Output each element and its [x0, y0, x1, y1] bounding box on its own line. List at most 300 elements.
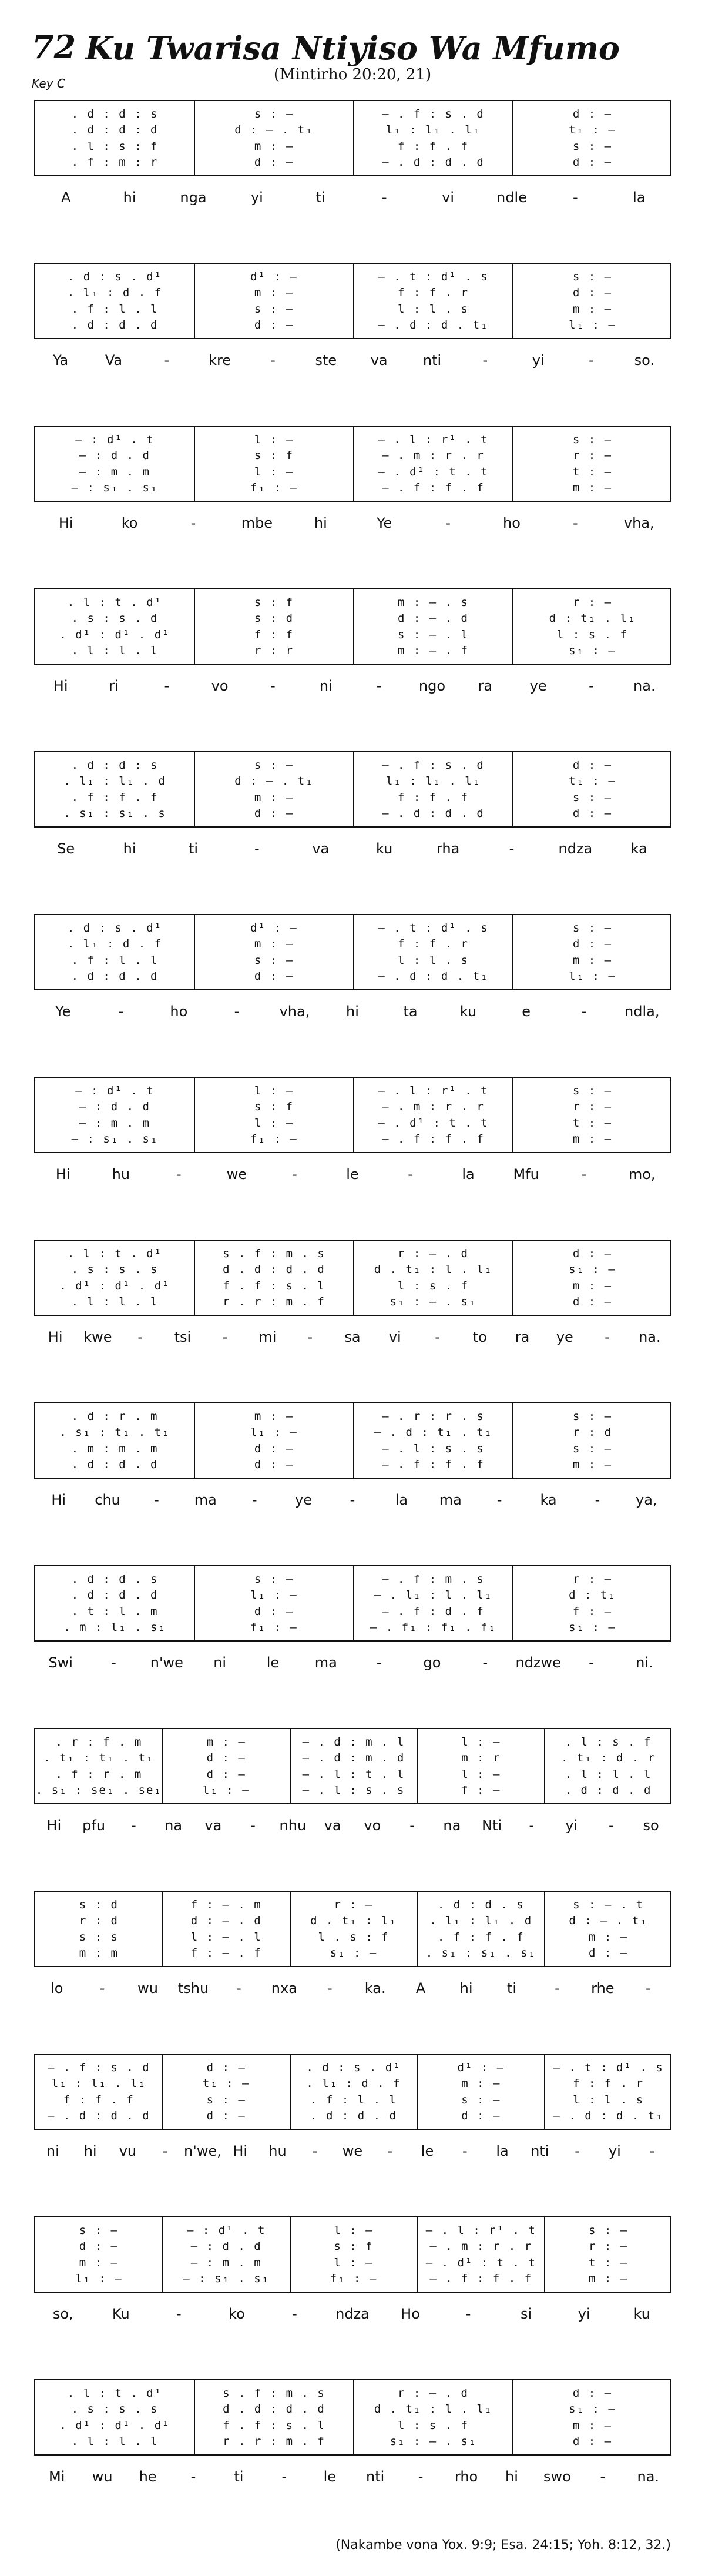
voice-line: – . d : d . t₁	[378, 318, 489, 331]
lyric-syllable: swo	[543, 2468, 571, 2485]
voice-line: m : r	[461, 1751, 501, 1765]
voice-line: . l₁ : l₁ . d	[63, 775, 166, 788]
voice-line: m : —	[572, 1279, 613, 1292]
lyric-syllable: -	[482, 1654, 488, 1671]
lyric-syllable: wu	[92, 2468, 113, 2485]
voice-line: r . r : m . f	[223, 2434, 325, 2448]
lyric-syllable: so.	[634, 352, 655, 369]
voice-line: l : s . f	[398, 2418, 469, 2432]
measure	[194, 915, 354, 989]
lyric-syllable: na.	[633, 678, 656, 694]
measure	[194, 1078, 354, 1152]
voice-line: t₁ : —	[569, 775, 616, 788]
voice-line: s : f	[254, 1100, 294, 1114]
voice-line: m : —	[461, 2077, 501, 2091]
voice-line: l : —	[461, 1767, 501, 1781]
barline	[162, 2055, 163, 2129]
voice-line: – . f : f . f	[382, 481, 485, 494]
lyric-syllable: yi	[578, 2306, 590, 2322]
voice-line: s₁ : —	[569, 1620, 616, 1634]
lyric-syllable: ti	[234, 2468, 244, 2485]
voice-line: – . f : f . f	[429, 2272, 533, 2285]
barline	[194, 752, 195, 826]
lyric-syllable: ra	[478, 678, 493, 694]
voice-line: l : l . s	[398, 953, 469, 967]
measure	[35, 1078, 194, 1152]
voice-line: s : —	[254, 759, 294, 772]
lyric-syllable: ka	[630, 840, 647, 857]
lyric-syllable: A	[415, 1980, 426, 1997]
barline	[353, 915, 354, 989]
barline	[512, 1078, 513, 1152]
voice-line: . d : d : s	[71, 759, 159, 772]
lyric-syllable: hi	[346, 1003, 359, 1020]
measure	[513, 1241, 672, 1315]
voice-line: . d : r . m	[71, 1410, 159, 1423]
measure	[354, 2380, 513, 2454]
voice-line: s : —	[572, 922, 613, 935]
lyric-syllable: le	[266, 1654, 280, 1671]
lyric-syllable: -	[595, 1492, 600, 1508]
voice-line: d : —	[572, 937, 613, 951]
measure	[354, 915, 513, 989]
voice-line: – . f : f . f	[382, 1132, 485, 1145]
lyric-syllable: Ye	[377, 515, 392, 531]
voice-line: f : f . r	[398, 286, 469, 300]
music-system	[34, 426, 671, 502]
lyric-syllable: ni	[319, 678, 333, 694]
voice-line: l₁ : —	[569, 318, 616, 331]
voice-line: r . r : m . f	[223, 1295, 325, 1308]
measure	[35, 1729, 163, 1803]
lyric-syllable: hi	[459, 1980, 473, 1997]
barline	[417, 1729, 418, 1803]
lyric-syllable: mo,	[628, 1166, 656, 1183]
lyric-syllable: vi	[388, 1329, 401, 1345]
measure	[290, 1892, 418, 1966]
voice-line: – . d¹ : t . t	[378, 1116, 489, 1130]
voice-line: m : —	[572, 1458, 613, 1471]
measure	[35, 1892, 163, 1966]
lyric-syllable: ra	[515, 1329, 530, 1345]
lyric-syllable: nti	[531, 2143, 549, 2159]
lyric-syllable: -	[445, 515, 451, 531]
barline	[194, 915, 195, 989]
lyric-syllable: nti	[422, 352, 442, 369]
measure	[35, 427, 194, 501]
voice-line: f : – . m	[190, 1898, 262, 1912]
lyric-syllable: -	[250, 1817, 256, 1834]
voice-line: — : d¹ . t	[75, 433, 155, 447]
lyric-syllable: nti	[366, 2468, 385, 2485]
lyric-syllable: na.	[639, 1329, 661, 1345]
lyric-syllable: -	[137, 1329, 143, 1345]
voice-line: – . t : d¹ . s	[378, 270, 489, 284]
measure	[513, 1566, 672, 1640]
lyric-syllable: Ye	[55, 1003, 71, 1020]
barline	[353, 1241, 354, 1315]
measure	[35, 915, 194, 989]
measure	[417, 2055, 545, 2129]
voice-line: s . f : m . s	[223, 2387, 325, 2400]
lyrics-line	[34, 2306, 671, 2329]
barline	[194, 1078, 195, 1152]
voice-line: l₁ : l₁ . l₁	[385, 123, 481, 137]
voice-line: – . d : d . d	[382, 806, 485, 820]
voice-line: r : —	[572, 1100, 613, 1114]
voice-line: . l : s : f	[71, 139, 159, 153]
voice-line: — : m . m	[79, 1116, 150, 1130]
music-system	[34, 1728, 671, 1804]
voice-line: – . f : m . s	[382, 1573, 485, 1586]
voice-line: l₁ : —	[202, 1783, 250, 1797]
voice-line: – . f : d . f	[382, 1604, 485, 1618]
voice-line: . l : l . l	[71, 644, 159, 657]
lyric-syllable: ye	[556, 1329, 573, 1345]
lyric-syllable: rho	[454, 2468, 478, 2485]
lyric-syllable: -	[589, 352, 594, 369]
lyric-syllable: -	[649, 2143, 655, 2159]
lyric-syllable: Swi	[48, 1654, 73, 1671]
lyric-syllable: nhu	[279, 1817, 307, 1834]
voice-line: l : —	[254, 465, 294, 478]
measure	[194, 752, 354, 826]
voice-line: r : d	[79, 1914, 119, 1928]
voice-line: . t : l . m	[71, 1604, 159, 1618]
measure	[513, 915, 672, 989]
lyric-syllable: he	[139, 2468, 157, 2485]
lyric-syllable: -	[529, 1817, 535, 1834]
lyric-syllable: go	[423, 1654, 441, 1671]
barline	[544, 2055, 545, 2129]
measure	[417, 2217, 545, 2292]
lyric-syllable: la	[395, 1492, 408, 1508]
music-system	[34, 2216, 671, 2293]
lyric-syllable: -	[190, 515, 196, 531]
voice-line: – . d : d . d	[382, 155, 485, 169]
lyric-syllable: hi	[123, 840, 136, 857]
lyric-syllable: va	[312, 840, 330, 857]
voice-line: r : r	[254, 644, 294, 657]
measure	[163, 1729, 290, 1803]
barline	[353, 589, 354, 664]
lyric-syllable: we	[226, 1166, 247, 1183]
lyric-syllable: le	[346, 1166, 359, 1183]
barline	[544, 1892, 545, 1966]
measure	[513, 1078, 672, 1152]
voice-line: d : – . d	[190, 1914, 262, 1928]
voice-line: d : —	[254, 155, 294, 169]
lyric-syllable: -	[236, 1980, 241, 1997]
barline	[544, 2217, 545, 2292]
lyric-syllable: -	[154, 1492, 159, 1508]
voice-line: f : – . f	[190, 1946, 262, 1959]
voice-line: . d : d . d	[310, 2109, 397, 2122]
voice-line: . d : d : d	[71, 123, 159, 137]
voice-line: f : f . f	[63, 2093, 135, 2106]
voice-line: m : – . s	[398, 596, 469, 609]
lyric-syllable: Ku	[112, 2306, 130, 2322]
measure	[194, 2380, 354, 2454]
measure	[194, 589, 354, 664]
lyric-syllable: ni	[213, 1654, 227, 1671]
lyric-syllable: ste	[315, 352, 337, 369]
voice-line: – . l : s . s	[302, 1783, 405, 1797]
voice-line: s : —	[206, 2093, 246, 2106]
lyric-syllable: -	[164, 678, 170, 694]
lyric-syllable: vu	[119, 2143, 137, 2159]
measure	[194, 427, 354, 501]
lyric-syllable: tsi	[174, 1329, 192, 1345]
lyric-syllable: va	[370, 352, 388, 369]
voice-line: d¹ : —	[250, 922, 298, 935]
voice-line: . l : l . l	[565, 1767, 652, 1781]
hymn-number: 72	[32, 28, 76, 66]
lyric-syllable: -	[645, 1980, 651, 1997]
lyric-syllable: -	[292, 2306, 297, 2322]
hymn-title: Ku Twarisa Ntiyiso Wa Mfumo	[85, 29, 620, 67]
voice-line: — : s₁ . s₁	[183, 2272, 270, 2285]
voice-line: r : – . d	[398, 1247, 469, 1261]
voice-line: . l : t . d¹	[67, 596, 163, 609]
voice-line: s : f	[254, 596, 294, 609]
voice-line: l : s . f	[398, 1279, 469, 1292]
lyrics-line	[34, 1003, 671, 1027]
measure	[354, 1241, 513, 1315]
lyric-syllable: ho	[170, 1003, 188, 1020]
barline	[512, 589, 513, 664]
voice-line: m : —	[206, 1736, 246, 1749]
barline	[194, 427, 195, 501]
voice-line: s₁ : —	[569, 1263, 616, 1277]
voice-line: m : —	[588, 2272, 629, 2285]
lyric-syllable: -	[509, 840, 515, 857]
lyric-syllable: ye	[295, 1492, 313, 1508]
lyric-syllable: -	[408, 1166, 413, 1183]
voice-line: r : d	[572, 1426, 613, 1439]
voice-line: . f : l . l	[310, 2093, 397, 2106]
voice-line: . d¹ : d¹ . d¹	[59, 628, 170, 641]
voice-line: d : – . t₁	[234, 123, 314, 137]
voice-line: l : —	[334, 2256, 374, 2269]
lyric-syllable: Mi	[49, 2468, 65, 2485]
lyric-syllable: -	[327, 1980, 333, 1997]
barline	[512, 1241, 513, 1315]
barline	[162, 1729, 163, 1803]
voice-line: m : —	[254, 1410, 294, 1423]
voice-line: . d : d . d	[71, 969, 159, 983]
measure	[354, 1078, 513, 1152]
measure	[545, 2055, 672, 2129]
voice-line: d : —	[588, 1946, 629, 1959]
lyric-syllable: ko	[229, 2306, 245, 2322]
voice-line: – . m : r . r	[382, 1100, 485, 1114]
voice-line: — : s₁ . s₁	[71, 481, 159, 494]
barline	[194, 2380, 195, 2454]
lyric-syllable: -	[281, 2468, 287, 2485]
measure	[417, 1892, 545, 1966]
voice-line: r : —	[572, 449, 613, 463]
measure	[35, 1566, 194, 1640]
measure	[417, 1729, 545, 1803]
lyric-syllable: Hi	[233, 2143, 248, 2159]
lyric-syllable: ndzwe	[515, 1654, 561, 1671]
voice-line: t : —	[572, 1116, 613, 1130]
voice-line: s : d	[79, 1898, 119, 1912]
voice-line: m : —	[254, 286, 294, 300]
music-system	[34, 1077, 671, 1153]
voice-line: – . t : d¹ . s	[553, 2061, 664, 2075]
voice-line: . s₁ : t₁ . t₁	[59, 1426, 170, 1439]
voice-line: d : —	[254, 318, 294, 331]
voice-line: m : m	[79, 1946, 119, 1959]
barline	[194, 101, 195, 175]
lyric-syllable: -	[111, 1654, 116, 1671]
voice-line: . m : l₁ . s₁	[63, 1620, 166, 1634]
measure	[513, 1403, 672, 1478]
voice-line: s . f : m . s	[223, 1247, 325, 1261]
lyric-syllable: so,	[52, 2306, 73, 2322]
lyric-syllable: ndza	[335, 2306, 370, 2322]
lyric-syllable: -	[270, 352, 276, 369]
barline	[512, 101, 513, 175]
voice-line: – . f : s . d	[382, 108, 485, 121]
voice-line: – . r : r . s	[382, 1410, 485, 1423]
voice-line: m : —	[254, 139, 294, 153]
voice-line: s₁ : – . s₁	[390, 1295, 477, 1308]
voice-line: – . d : m . l	[302, 1736, 405, 1749]
lyric-syllable: -	[496, 1492, 502, 1508]
barline	[353, 101, 354, 175]
lyric-syllable: ni	[46, 2143, 59, 2159]
voice-line: l : —	[254, 1116, 294, 1130]
music-system	[34, 1402, 671, 1479]
lyric-syllable: va	[324, 1817, 341, 1834]
voice-line: l : l . s	[573, 2093, 644, 2106]
measure	[354, 427, 513, 501]
lyric-syllable: hi	[505, 2468, 518, 2485]
lyric-syllable: -	[435, 1329, 440, 1345]
lyric-syllable: Hi	[46, 1817, 62, 1834]
measure	[354, 1566, 513, 1640]
lyric-syllable: ko	[121, 515, 138, 531]
lyric-syllable: na	[164, 1817, 183, 1834]
lyric-syllable: Hi	[55, 1166, 70, 1183]
voice-line: t₁ : —	[569, 123, 616, 137]
voice-line: s : f	[254, 449, 294, 463]
barline	[353, 264, 354, 338]
voice-line: s : —	[572, 433, 613, 447]
barline	[353, 1078, 354, 1152]
voice-line: l : —	[334, 2224, 374, 2237]
voice-line: t : —	[572, 465, 613, 478]
lyric-syllable: -	[251, 1492, 257, 1508]
lyric-syllable: Hi	[53, 678, 68, 694]
voice-line: – . f : f . f	[382, 1458, 485, 1471]
measure	[35, 264, 194, 338]
lyric-syllable: -	[573, 515, 578, 531]
lyric-syllable: ye	[529, 678, 547, 694]
lyric-syllable: Hi	[48, 1329, 63, 1345]
voice-line: – . l : s . s	[382, 1442, 485, 1455]
voice-line: . f : l . l	[71, 302, 159, 316]
voice-line: d : —	[572, 108, 613, 121]
measure	[163, 2055, 290, 2129]
lyric-syllable: ti	[315, 189, 325, 206]
lyric-syllable: we	[342, 2143, 363, 2159]
lyric-syllable: ri	[109, 678, 119, 694]
voice-line: . t₁ : t₁ . t₁	[43, 1751, 155, 1765]
voice-line: – . f : s . d	[48, 2061, 150, 2075]
measure	[35, 2055, 163, 2129]
lyric-syllable: Va	[105, 352, 123, 369]
voice-line: . l₁ : d . f	[306, 2077, 401, 2091]
voice-line: . l₁ : d . f	[67, 286, 163, 300]
voice-line: . d : d : s	[71, 108, 159, 121]
lyric-syllable: pfu	[82, 1817, 106, 1834]
measure	[354, 264, 513, 338]
lyric-syllable: ta	[403, 1003, 418, 1020]
voice-line: d : —	[461, 2109, 501, 2122]
lyric-syllable: -	[605, 1329, 610, 1345]
measure	[35, 589, 194, 664]
voice-line: l : – . l	[190, 1930, 262, 1944]
measure	[513, 264, 672, 338]
scripture-subtitle: (Mintirho 20:20, 21)	[273, 66, 432, 83]
lyric-syllable: A	[61, 189, 71, 206]
voice-line: s : f	[334, 2240, 374, 2253]
voice-line: – . d : m . d	[302, 1751, 405, 1765]
lyric-syllable: hi	[123, 189, 136, 206]
voice-line: – . d : d . t₁	[553, 2109, 664, 2122]
lyric-syllable: -	[254, 840, 260, 857]
voice-line: d : —	[254, 969, 294, 983]
lyric-syllable: Ya	[53, 352, 69, 369]
voice-line: r : —	[572, 1573, 613, 1586]
voice-line: l₁ : —	[250, 1426, 298, 1439]
measure	[35, 1403, 194, 1478]
lyric-syllable: -	[292, 1166, 297, 1183]
barline	[290, 1892, 291, 1966]
voice-line: d . d : d . d	[223, 2403, 325, 2416]
voice-line: s₁ : – . s₁	[390, 2434, 477, 2448]
voice-line: m : —	[254, 790, 294, 804]
voice-line: l : —	[461, 1736, 501, 1749]
music-system	[34, 263, 671, 339]
barline	[544, 1729, 545, 1803]
measure	[545, 2217, 672, 2292]
lyric-syllable: -	[118, 1003, 124, 1020]
lyric-syllable: -	[164, 352, 170, 369]
lyric-syllable: -	[176, 1166, 182, 1183]
music-system	[34, 1565, 671, 1642]
voice-line: — : d¹ . t	[187, 2224, 266, 2237]
lyric-syllable: ku	[376, 840, 393, 857]
lyric-syllable: sa	[344, 1329, 361, 1345]
lyric-syllable: ngo	[418, 678, 446, 694]
voice-line: s : —	[254, 108, 294, 121]
voice-line: t : —	[588, 2256, 629, 2269]
voice-line: – . l₁ : l . l₁	[374, 1589, 493, 1602]
voice-line: m : —	[572, 1132, 613, 1145]
voice-line: d : —	[254, 1458, 294, 1471]
lyric-syllable: kre	[209, 352, 231, 369]
lyric-syllable: va	[204, 1817, 222, 1834]
barline	[290, 1729, 291, 1803]
voice-line: d : —	[254, 1604, 294, 1618]
voice-line: r : —	[588, 2240, 629, 2253]
lyric-syllable: Se	[57, 840, 75, 857]
